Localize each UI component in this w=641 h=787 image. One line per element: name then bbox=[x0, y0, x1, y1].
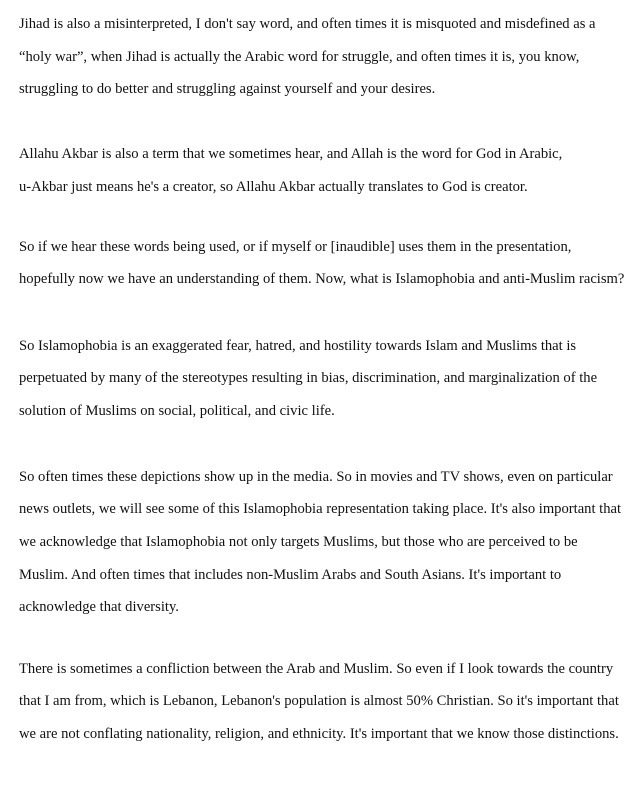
text-line: Jihad is also a misinterpreted, I don't say word, and often times it is misquoted and misdefined as a bbox=[19, 16, 596, 32]
text-line: we acknowledge that Islamophobia not only targets Muslims, but those who are perceived to be bbox=[19, 534, 578, 550]
text-line: Allahu Akbar is also a term that we sometimes hear, and Allah is the word for God in Arabic, bbox=[19, 146, 563, 162]
text-line: struggling to do better and struggling against yourself and your desires. bbox=[19, 81, 436, 97]
text-line: So often times these depictions show up in the media. So in movies and TV shows, even on particular bbox=[19, 469, 613, 485]
text-line: news outlets, we will see some of this Islamophobia representation taking place. It's also important that bbox=[19, 501, 622, 517]
text-line: hopefully now we have an understanding of them. Now, what is Islamophobia and anti-Muslim racism? bbox=[19, 271, 625, 287]
text-line: perpetuated by many of the stereotypes resulting in bias, discrimination, and marginalization of the bbox=[19, 370, 598, 386]
text-line: “holy war”, when Jihad is actually the Arabic word for struggle, and often times it is, you know, bbox=[19, 49, 580, 65]
text-line: u-Akbar just means he's a creator, so Allahu Akbar actually translates to God is creator. bbox=[19, 179, 528, 195]
text-line: that I am from, which is Lebanon, Lebanon's population is almost 50% Christian. So it's important that bbox=[19, 693, 619, 709]
text-line: So Islamophobia is an exaggerated fear, hatred, and hostility towards Islam and Muslims that is bbox=[19, 338, 577, 354]
text-line: acknowledge that diversity. bbox=[19, 599, 179, 615]
text-line: There is sometimes a confliction between the Arab and Muslim. So even if I look towards the country bbox=[19, 661, 614, 677]
text-line: we are not conflating nationality, religion, and ethnicity. It's important that we know those distinctions. bbox=[19, 726, 619, 742]
text-line: Muslim. And often times that includes non-Muslim Arabs and South Asians. It's important to bbox=[19, 567, 562, 583]
text-line: solution of Muslims on social, political, and civic life. bbox=[19, 403, 335, 419]
text-line: So if we hear these words being used, or if myself or [inaudible] uses them in the presentation, bbox=[19, 239, 572, 255]
